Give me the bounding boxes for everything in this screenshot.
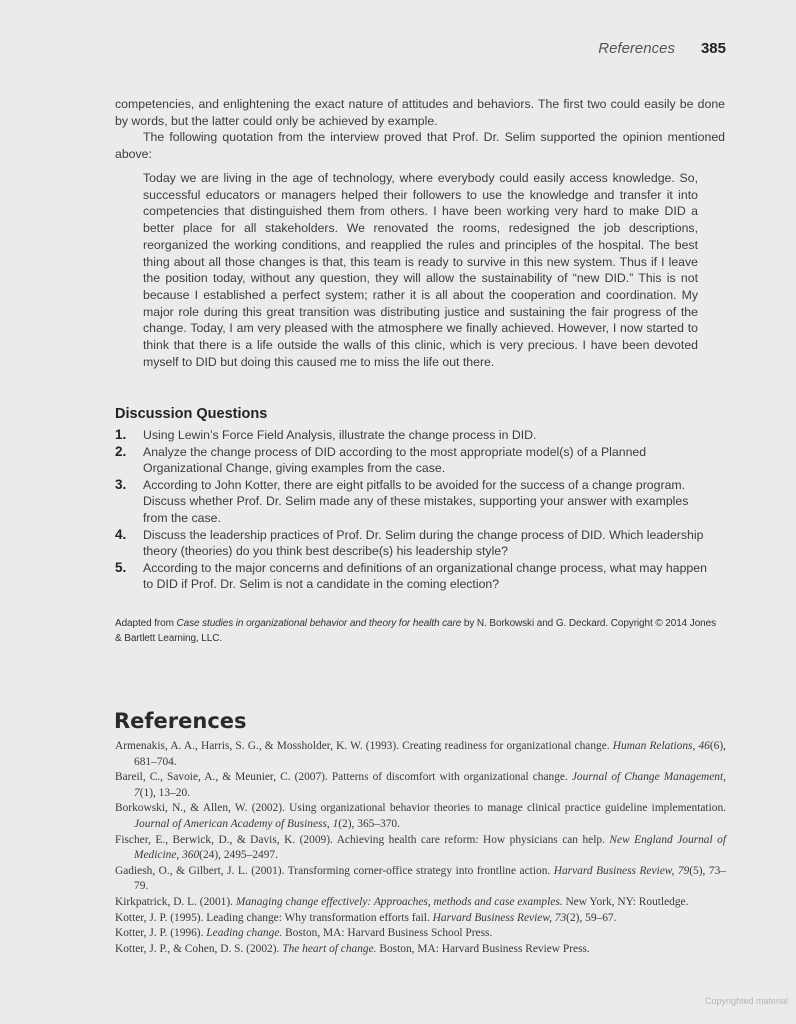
reference-entry (115, 895, 726, 911)
reference-source: Managing change effectively: Approaches, methods and case examples. (235, 895, 563, 908)
reference-entry (115, 801, 726, 832)
page-number: 385 (700, 40, 726, 57)
reference-source: Human Relations, 46 (612, 740, 710, 752)
question-number: 1. (115, 427, 127, 442)
reference-authors-title: Kirkpatrick, D. L. (2001). (115, 895, 236, 908)
question-number: 4. (115, 526, 127, 542)
reference-details: (24), 2495–2497. (199, 849, 278, 862)
reference-authors-title: Fischer, E., Berwick, D., & Davis, K. (2009). Achieving health care reform: How physicians can help. (115, 833, 610, 846)
question-number: 5. (115, 559, 127, 575)
running-head (598, 40, 726, 57)
reference-authors-title: Kotter, J. P. (1995). Leading change: Why transformation efforts fail. (115, 911, 433, 924)
reference-source: Leading change. (206, 927, 283, 940)
body-paragraph-text: The following quotation from the interview proved that Prof. Dr. Selim supported the opinion mentioned above: (115, 130, 725, 161)
reference-details: (2), 365–370. (338, 817, 400, 830)
reference-entry (115, 833, 726, 864)
reference-details: (1), 13–20. (139, 786, 191, 799)
reference-source: New England Journal of Medicine, 360 (134, 833, 726, 862)
interview-quotation: Today we are living in the age of technology, where everybody could easily access knowledge. So, successful educators or managers helped their followers to use the knowledge and transfer it into competencies that distinguished them from others. I have been working very hard to make DID a better place for all stakeholders. We renovated the rooms, redesigned the job descriptions, reorganized the working conditions, and reapplied the rules and principles of the hospital. The best thing about all those changes is that, this team is ready to survive in this new system. Thus if I leave the position today, without any question, they will allow the sustainability of “new DID.” This is not because I established a perfect system; rather it is all about the cooperation and coordination. My major role during this great transition was distributing justice and sustaining the fair progress of the change. Today, I am very pleased with the atmosphere we finally achieved. However, I now started to think that there is a life outside the walls of this clinic, which is very precious. I have been devoted myself to DID but doing this caused me to miss the life out there. (143, 171, 698, 369)
reference-entry (115, 911, 726, 927)
reference-entry (115, 942, 726, 958)
reference-source: Harvard Business Review, 79 (553, 864, 690, 877)
reference-details: Boston, MA: Harvard Business School Press. (282, 927, 493, 940)
question-text: Discuss the leadership practices of Prof. Dr. Selim during the change process of DID. Which leadership theory (theories) do you think best describe(s) his leadership style? (143, 527, 704, 559)
reference-authors-title: Kotter, J. P., & Cohen, D. S. (2002). (115, 942, 283, 955)
reference-details: (6), 681–704. (134, 740, 726, 768)
discussion-question (115, 427, 715, 444)
body-paragraph-continued: competencies, and enlightening the exact nature of attitudes and behaviors. The first two could easily be done by words, but the latter could only be achieved by example. (115, 97, 725, 128)
reference-details: (5), 73–79. (134, 864, 726, 893)
credit-book-title: Case studies in organizational behavior and theory for health care (176, 618, 462, 629)
reference-entry (115, 770, 726, 801)
question-number: 3. (115, 476, 127, 492)
source-credit (115, 616, 725, 646)
reference-source: The heart of change. (282, 942, 377, 955)
reference-source: Journal of American Academy of Business, 1 (134, 817, 339, 830)
reference-source: Journal of Change Management, 7 (134, 771, 727, 799)
reference-details: New York, NY: Routledge. (562, 895, 689, 908)
reference-authors-title: Bareil, C., Savoie, A., & Meunier, C. (2007). Patterns of discomfort with organizational change. (115, 771, 572, 784)
reference-authors-title: Armenakis, A. A., Harris, S. G., & Mossholder, K. W. (1993). Creating readiness for organizational change. (115, 740, 613, 752)
reference-authors-title: Borkowski, N., & Allen, W. (2002). Using organizational behavior theories to manage clinical practice guideline implementation. (115, 802, 726, 815)
discussion-questions-heading: Discussion Questions (115, 406, 268, 422)
discussion-question (115, 560, 715, 593)
reference-details: Boston, MA: Harvard Business Review Press. (376, 942, 590, 955)
body-paragraph-intro-quote (115, 129, 725, 162)
question-text: Using Lewin’s Force Field Analysis, illustrate the change process in DID. (143, 428, 537, 442)
discussion-question (115, 527, 715, 560)
reference-authors-title: Kotter, J. P. (1996). (115, 927, 207, 940)
reference-list (115, 739, 726, 957)
running-head-title: References (598, 40, 675, 57)
reference-authors-title: Gadiesh, O., & Gilbert, J. L. (2001). Transforming corner-office strategy into frontline action. (115, 864, 554, 877)
reference-entry (115, 926, 726, 942)
discussion-questions-list (115, 427, 715, 593)
credit-prefix: Adapted from (115, 618, 177, 629)
question-text: According to John Kotter, there are eight pitfalls to be avoided for the success of a change program. Discuss whether Prof. Dr. Selim made any of these mistakes, supporting your answer with examples from the case. (143, 477, 689, 525)
credit-suffix: by N. Borkowski and G. Deckard. Copyright © 2014 Jones & Bartlett Learning, LLC. (115, 618, 716, 644)
references-heading: References (114, 709, 247, 733)
question-number: 2. (115, 443, 127, 459)
reference-details: (2), 59–67. (566, 911, 617, 924)
reference-entry (115, 864, 726, 895)
discussion-question (115, 444, 715, 477)
discussion-question (115, 477, 715, 527)
reference-entry (115, 739, 726, 770)
copyright-watermark: Copyrighted material (704, 996, 788, 1006)
question-text: According to the major concerns and definitions of an organizational change process, what may happen to DID if Prof. Dr. Selim is not a candidate in the coming election? (143, 560, 707, 592)
question-text: Analyze the change process of DID according to the most appropriate model(s) of a Planned Organizational Change, giving examples from the case. (143, 444, 647, 476)
reference-source: Harvard Business Review, 73 (432, 911, 567, 924)
